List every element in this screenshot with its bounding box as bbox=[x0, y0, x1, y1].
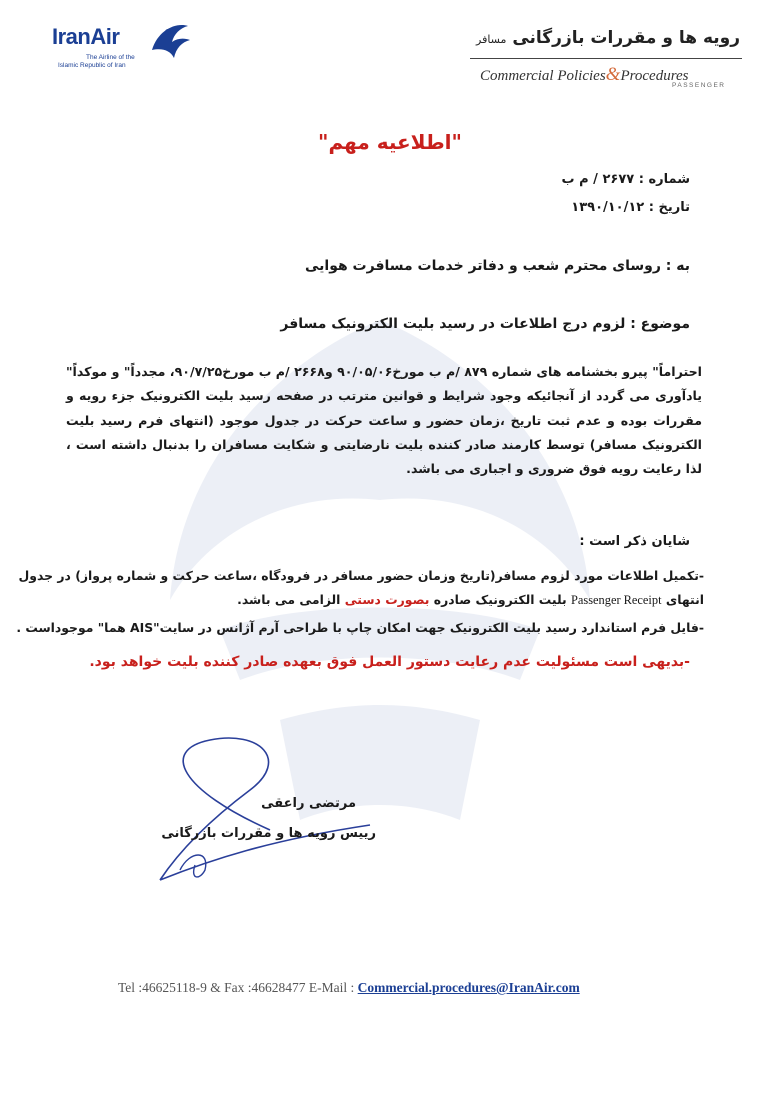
letter-date: تاریخ : ۱۳۹۰/۱۰/۱۲ bbox=[571, 200, 690, 215]
letter-number: شماره : ۲۶۷۷ / م ب bbox=[561, 172, 690, 187]
homa-bird-icon bbox=[148, 20, 192, 64]
letter-recipient: به : روسای محترم شعب و دفاتر خدمات مسافرت هوایی bbox=[304, 258, 690, 274]
notice-title: "اطلاعیه مهم" bbox=[318, 130, 462, 154]
header-title-fa-main: رویه ها و مقررات بازرگانی bbox=[512, 28, 740, 48]
logo-tagline-1: The Airline of the bbox=[86, 54, 135, 61]
note-1-part-b: بلیت الکترونیک صادره bbox=[433, 592, 567, 607]
header-subtitle: PASSENGER bbox=[672, 82, 726, 89]
header-title-en bbox=[480, 64, 689, 86]
logo-tagline-2: Islamic Republic of Iran bbox=[58, 62, 126, 69]
signer-name: مرتضی راعقی bbox=[261, 796, 356, 811]
footer-phone-fax: Tel :46625118-9 & Fax :46628477 E-Mail : bbox=[118, 980, 358, 995]
note-1-part-a: انتهای bbox=[665, 592, 704, 607]
header-divider bbox=[470, 58, 742, 59]
note-responsibility: -بدیهی است مسئولیت عدم رعایت دستور العمل فوق بعهده صادر کننده بلیت خواهد بود. bbox=[89, 654, 690, 670]
note-2: -فایل فرم استاندارد رسید بلیت الکترونیک جهت امکان چاپ با طراحی آرم آژانس در سایت"AIS هما" موجوداست . bbox=[16, 620, 704, 635]
header-title-fa-small: مسافر bbox=[476, 33, 507, 46]
note-1-line-2 bbox=[237, 592, 704, 608]
iranair-logo bbox=[52, 20, 202, 76]
header-ampersand: & bbox=[605, 64, 621, 85]
header-title-en-2: Procedures bbox=[620, 68, 689, 84]
notes-heading: شایان ذکر است : bbox=[579, 534, 690, 549]
logo-name: IranAir bbox=[52, 24, 120, 49]
letter-body: احتراماً" پیرو بخشنامه های شماره ۸۷۹ /م ب مورخ۹۰/۰۵/۰۶ و۲۶۶۸ /م ب مورخ۹۰/۷/۲۵، مجدداً" و موکداً" یادآوری می گردد از آنجائیکه وجود شرایط و قوانین مترتب در صفحه رسید بلیت الکترونیک جزء رویه و مقررات بوده و عدم ثبت تاریخ ،زمان حضور و ساعت حرکت در جدول موجود (انتهای فرم رسید بلیت الکترونیک مسافر) توسط کارمند صادر کننده بلیت نارضایتی و شکایت مسافران را بدنبال داشته است ، لذا رعایت رویه فوق ضروری و اجباری می باشد. bbox=[66, 364, 702, 477]
signer-title: رییس رویه ها و مقررات بازرگانی bbox=[161, 826, 376, 841]
letter-subject: موضوع : لزوم درج اطلاعات در رسید بلیت الکترونیک مسافر bbox=[280, 316, 690, 332]
note-1-latin: Passenger Receipt bbox=[571, 593, 662, 607]
footer-contact bbox=[118, 980, 580, 996]
note-1-part-c: الزامی می باشد. bbox=[237, 592, 341, 607]
header-title-en-1: Commercial Policies bbox=[480, 68, 606, 84]
footer-email-link[interactable]: Commercial.procedures@IranAir.com bbox=[357, 980, 580, 995]
note-1-line-1: -تکمیل اطلاعات مورد لزوم مسافر(تاریخ وزمان حضور مسافر در فرودگاه ،ساعت حرکت و شماره پرواز) در جدول bbox=[18, 568, 704, 583]
header-title-fa bbox=[476, 28, 740, 48]
note-1-red: بصورت دستی bbox=[344, 592, 430, 607]
